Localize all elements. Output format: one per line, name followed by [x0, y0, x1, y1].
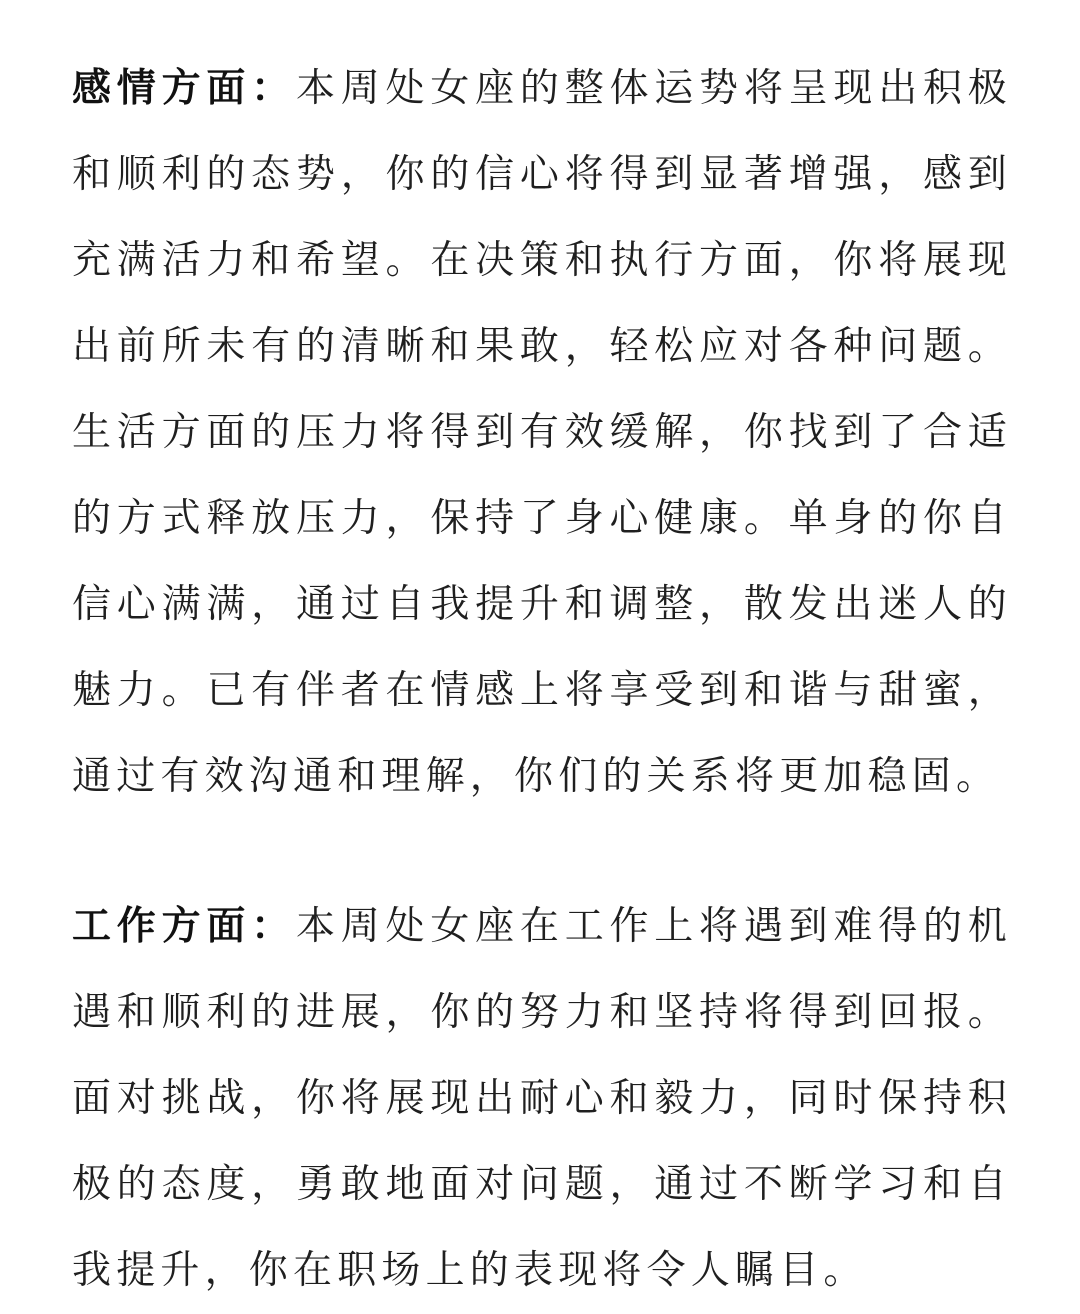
- work-section-heading: 工作方面：: [72, 904, 296, 949]
- love-section-paragraph: [72, 46, 1012, 820]
- love-section-body: 本周处女座的整体运势将呈现出积极和顺利的态势，你的信心将得到显著增强，感到充满活力和希望。在决策和执行方面，你将展现出前所未有的清晰和果敢，轻松应对各种问题。生活方面的压力将得到有效缓解，你找到了合适的方式释放压力，保持了身心健康。单身的你自信心满满，通过自我提升和调整，散发出迷人的魅力。已有伴者在情感上将享受到和谐与甜蜜，通过有效沟通和理解，你们的关系将更加稳固。: [72, 66, 1012, 799]
- love-section-heading: 感情方面：: [72, 66, 296, 111]
- work-section-paragraph: [72, 884, 1012, 1314]
- horoscope-article: [72, 46, 1012, 1314]
- work-section-body: 本周处女座在工作上将遇到难得的机遇和顺利的进展，你的努力和坚持将得到回报。面对挑战，你将展现出耐心和毅力，同时保持积极的态度，勇敢地面对问题，通过不断学习和自我提升，你在职场上的表现将令人瞩目。: [72, 904, 1012, 1293]
